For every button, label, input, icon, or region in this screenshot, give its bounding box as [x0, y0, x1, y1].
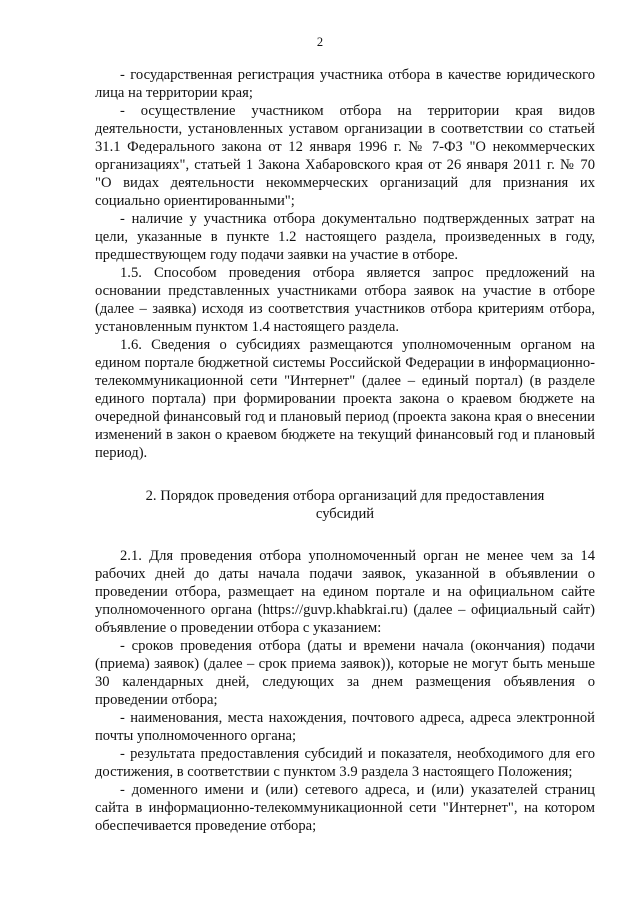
- paragraph-1-6: 1.6. Сведения о субсидиях размещаются уполномоченным органом на едином портале бюджетной системы Российской Федерации в информационно-телекоммуникационной сети "Интернет" (далее – единый портал) (в разделе единого портала) при формировании проекта закона о краевом бюджете на очередной финансовый год и плановый период (проекта закона края о внесении изменений в закон о краевом бюджете на текущий финансовый год и плановый период).: [95, 337, 595, 461]
- paragraph-activity-types: - осуществление участником отбора на территории края видов деятельности, установленных уставом организации в соответствии со статьей 31.1 Федерального закона от 12 января 1996 г. № 7-ФЗ "О некоммерческих организациях", статьей 1 Закона Хабаровского края от 26 января 2011 г. № 70 "О видах деятельности некоммерческих организаций для признания их социально ориентированными";: [95, 103, 595, 209]
- paragraph-1-5: 1.5. Способом проведения отбора является запрос предложений на основании представленных участниками отбора заявок на участие в отборе (далее – заявка) исходя из соответствия участников отбора критериям отбора, установленным пунктом 1.4 настоящего раздела.: [95, 265, 595, 335]
- paragraph-2-1: 2.1. Для проведения отбора уполномоченный орган не менее чем за 14 рабочих дней до даты начала подачи заявок, указанной в объявлении о проведении отбора, размещает на едином портале и на официальном сайте уполномоченного органа (https://guvp.khabkrai.ru) (далее – официальный сайт) объявление о проведении отбора с указанием:: [95, 548, 595, 636]
- paragraph-documented-costs: - наличие у участника отбора документально подтвержденных затрат на цели, указанные в пункте 1.2 настоящего раздела, произведенных в году, предшествующем году подачи заявки на участие в отборе.: [95, 211, 595, 263]
- paragraph-authority-name-address: - наименования, места нахождения, почтового адреса, адреса электронной почты уполномоченного органа;: [95, 710, 595, 744]
- paragraph-domain-name: - доменного имени и (или) сетевого адреса, и (или) указателей страниц сайта в информационно-телекоммуникационной сети "Интернет", на котором обеспечивается проведение отбора;: [95, 782, 595, 834]
- section-heading-line2: субсидий: [315, 506, 375, 522]
- paragraph-state-registration: - государственная регистрация участника отбора в качестве юридического лица на территории края;: [95, 67, 595, 101]
- paragraph-subsidy-result: - результата предоставления субсидий и показателя, необходимого для его достижения, в соответствии с пунктом 3.9 раздела 3 настоящего Положения;: [95, 746, 595, 780]
- paragraph-selection-terms: - сроков проведения отбора (даты и времени начала (окончания) подачи (приема) заявок) (далее – срок приема заявок)), которые не могут быть меньше 30 календарных дней, следующих за днем размещения объявления о проведении отбора;: [95, 638, 595, 708]
- page-number: 2: [316, 35, 324, 49]
- section-heading-line1: 2. Порядок проведения отбора организаций для предоставления: [145, 488, 545, 504]
- section-heading: [95, 487, 595, 523]
- document-body: [95, 66, 595, 835]
